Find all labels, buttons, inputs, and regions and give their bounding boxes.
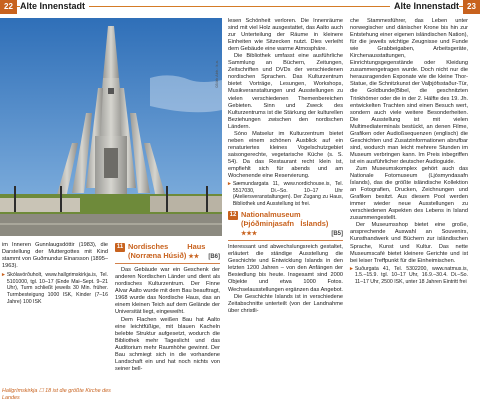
photo-credit: 034rk Abb.: k.a. xyxy=(214,60,219,88)
rating-stars: ★★ xyxy=(188,253,200,260)
section-heading-national-museum xyxy=(228,211,343,238)
photo-caption: Hallgrímskirkja ☐ 18 ist die größte Kirche des Landes xyxy=(2,388,111,401)
info-marker-icon: ▸ xyxy=(228,181,231,188)
section-heading-nordic-house xyxy=(115,243,220,261)
national-museum-info xyxy=(350,266,468,286)
map-grid-ref: [B6] xyxy=(208,253,220,260)
column-1 xyxy=(2,242,108,305)
running-head-left: Alte Innenstadt xyxy=(20,1,89,11)
paragraph: Der Museumsshop bietet eine große, ansprechende Auswahl an Souvenirs, Kunsthandwerk und Büchern zur isländischen Sprache, Kunst und Kultur. Das nette Museumscafé bietet kleinere Gerichte und ist bei leiser Treffpunkt für die Einheimischen. xyxy=(350,222,468,264)
page-number-right: 23 xyxy=(463,0,480,14)
hallgrimskirkja-info-text: Skólavörðuholt, www.hallgrimskirkja.is, Tel. 5101000, tgl. 10–17 (Ende Mai–Sept. 9–21 Uhr), Turm schließt jeweils 30 Min. früher. Turmbesteigung 1000 ISK, Kinder (7–16 Jahre) 100 ISK xyxy=(6,272,108,305)
nordic-house-info-text: Sæmundargata 11, www.nordichouse.is, Tel. 5517030, Di.–So. 10–17 Uhr (Ateliersveranstaltungen). Der Zugang zu Haus, Bibliothek und Ausstellung ist frei. xyxy=(232,181,343,207)
section-title: Nordisches Haus (Norræna Húsið) xyxy=(128,242,206,260)
info-marker-icon: ▸ xyxy=(2,272,5,279)
rating-stars: ★★★ xyxy=(241,230,258,237)
column-3 xyxy=(228,18,343,315)
nordic-house-info xyxy=(228,181,343,207)
paragraph: lesen Schönheit verloren. Die Innenräume sind mit viel Holz ausgestattet, das Aalto auch zur Unterteilung der Räume in kleinere Einheiten wie Sitzecken nutzt. Dies verleiht dem Gebäude eine warme Atmosphäre. xyxy=(228,18,343,53)
paragraph: Das Gebäude war ein Geschenk der anderen Nordischen Länder und dient als nordisches Kulturzentrum. Der Finne Alvar Aalto wurde mit dem Bau beauftragt, 1968 wurde das Nordische Haus, das an einem kleinen Teich auf dem Gelände der Universität liegt, eingeweiht. xyxy=(115,267,220,316)
map-grid-ref: [B5] xyxy=(331,230,343,237)
paragraph: Die Geschichte Islands ist in verschiedene Zeitabschnitte unterteilt (von der Landnahme über christli- xyxy=(228,293,343,314)
sight-number-badge: 12 xyxy=(229,212,237,219)
running-head-right: Alte Innenstadt xyxy=(390,1,459,11)
section-title: Nationalmuseum (Þjóðminjasafn Íslands) xyxy=(241,210,329,229)
paragraph: Zum Museumskomplex gehört auch das Nationale Fotomuseum (Ljósmyndasafn Íslands), das die größte isländische Kollektion an Fotografien, Drucken, Zeichnungen und Grafiken besitzt. Aus diesem Pool werden immer wieder neue Ausstellungen zu verschiedenen Aspekten des Lebens in Island zusammengestellt. xyxy=(350,165,468,222)
paragraph: che Stammesführer, das Leben unter norwegischer und dänischer Krone bis hin zur Entstehung einer eigenen isländischen Nation), für die jeweils wichtige Zeugnisse und Funde wie Grabbeigaben, Arbeitsgeräte, Kirchenausstattungen, Einrichtungsgegenstände oder Kleidung zusammengetragen wurde. Doch nicht nur die herausragenden Exponate wie die kleine Thor-Statue, die Schnitzkunst der Valþjófsstaður-Tür, die Goldbunde(Bibel, die geschnitzten Trinkhörner oder die in der 2. Hälfte des 19. Jh. entwickelten Trachten sind einen Besuch wert, sondern auch viele weitere Besonderheiten. Die Ausstellung ist mit vielen Multimediaterminals bestückt, an denen Filme, Grafiken oder Audioßsequenzen (englisch) die Geschichten und Zusatzinformationen abrufbar sind, wodurch man leicht mehrere Stunden im Museum verbringen kann. Im Preis inbegriffen ist ein ausführlicher deutscher Audioguide. xyxy=(350,18,468,165)
paragraph: Die Bibliothek umfasst eine ausführliche Sammlung an Büchern, Zeitungen, Zeitschriften und DVDs der verschiedenen nordischen Sprachen. Das Kulturzentrum bietet Vorträge, Lesungen, Workshops, Musikveranstaltungen und Ausstellungen zu vielen verschiedenen Themenbereichen Gebieten. Sinn und Zweck des Kulturzentrums ist die Stärkung der kulturellen Beziehungen zwischen den nordischen Ländern. xyxy=(228,53,343,130)
hallgrimskirkja-info xyxy=(2,272,108,305)
column-2 xyxy=(115,242,220,373)
hallgrimskirkja-text: im Inneren Gunnlaugsdóttir (1983), die Darstellung der Muttergottes mit Kind stammt von Guðmundur Einarsson (1895–1963). xyxy=(2,242,108,270)
section-rule xyxy=(115,263,220,264)
paragraph: Interessant und abwechslungsreich gestaltet, erläutert die ständige Ausstellung die Geschichte und Entwicklung Islands in den letzten 1200 Jahren – von den Anfängen der Besiedlung bis heute. Insgesamt sind 2000 Objekte und etwa 1000 Fotos. Wechselausstellungen ergänzen das Angebot. xyxy=(228,244,343,293)
paragraph: Sóno Matselur im Kulturzentrum bietet neben einem schönen Ausblick auf ein renaturiertes kleines Vogelschutzgebiet saisongerechte, vegetarische Küche (s. S. 54). Da das Restaurant recht klein ist, empfiehlt sich für abends und am Wochenende eine Reservierung. xyxy=(228,130,343,180)
paragraph: Dem Flachen weißen Bau hat Aalto eine leichtfüßige, mit blauen Kacheln belebte Struktur aufgesetzt, wodurch die Bibliothek mehr Tageslicht und das Auditorium mehr Raumhöhe gewinnt. Der Bau schmiegt sich in die vorhandene Landschaft ein und hat noch nichts von seiner bell- xyxy=(115,316,220,372)
hallgrimskirkja-photo xyxy=(0,18,222,236)
info-marker-icon: ▸ xyxy=(350,265,353,272)
national-museum-info-text: Suðurgata 41, Tel. 5302200, www.natmus.is, 1.5.–15.9. tgl. 10–17 Uhr, 16.9.–30.4. Di.–So. 11–17 Uhr, 2500 ISK, unter 18 Jahren Eintritt frei xyxy=(354,265,468,285)
page-header xyxy=(0,0,480,14)
page-number-left: 22 xyxy=(0,0,17,14)
column-4 xyxy=(350,18,468,285)
sight-number-badge: 11 xyxy=(116,244,124,250)
section-rule xyxy=(228,240,343,241)
